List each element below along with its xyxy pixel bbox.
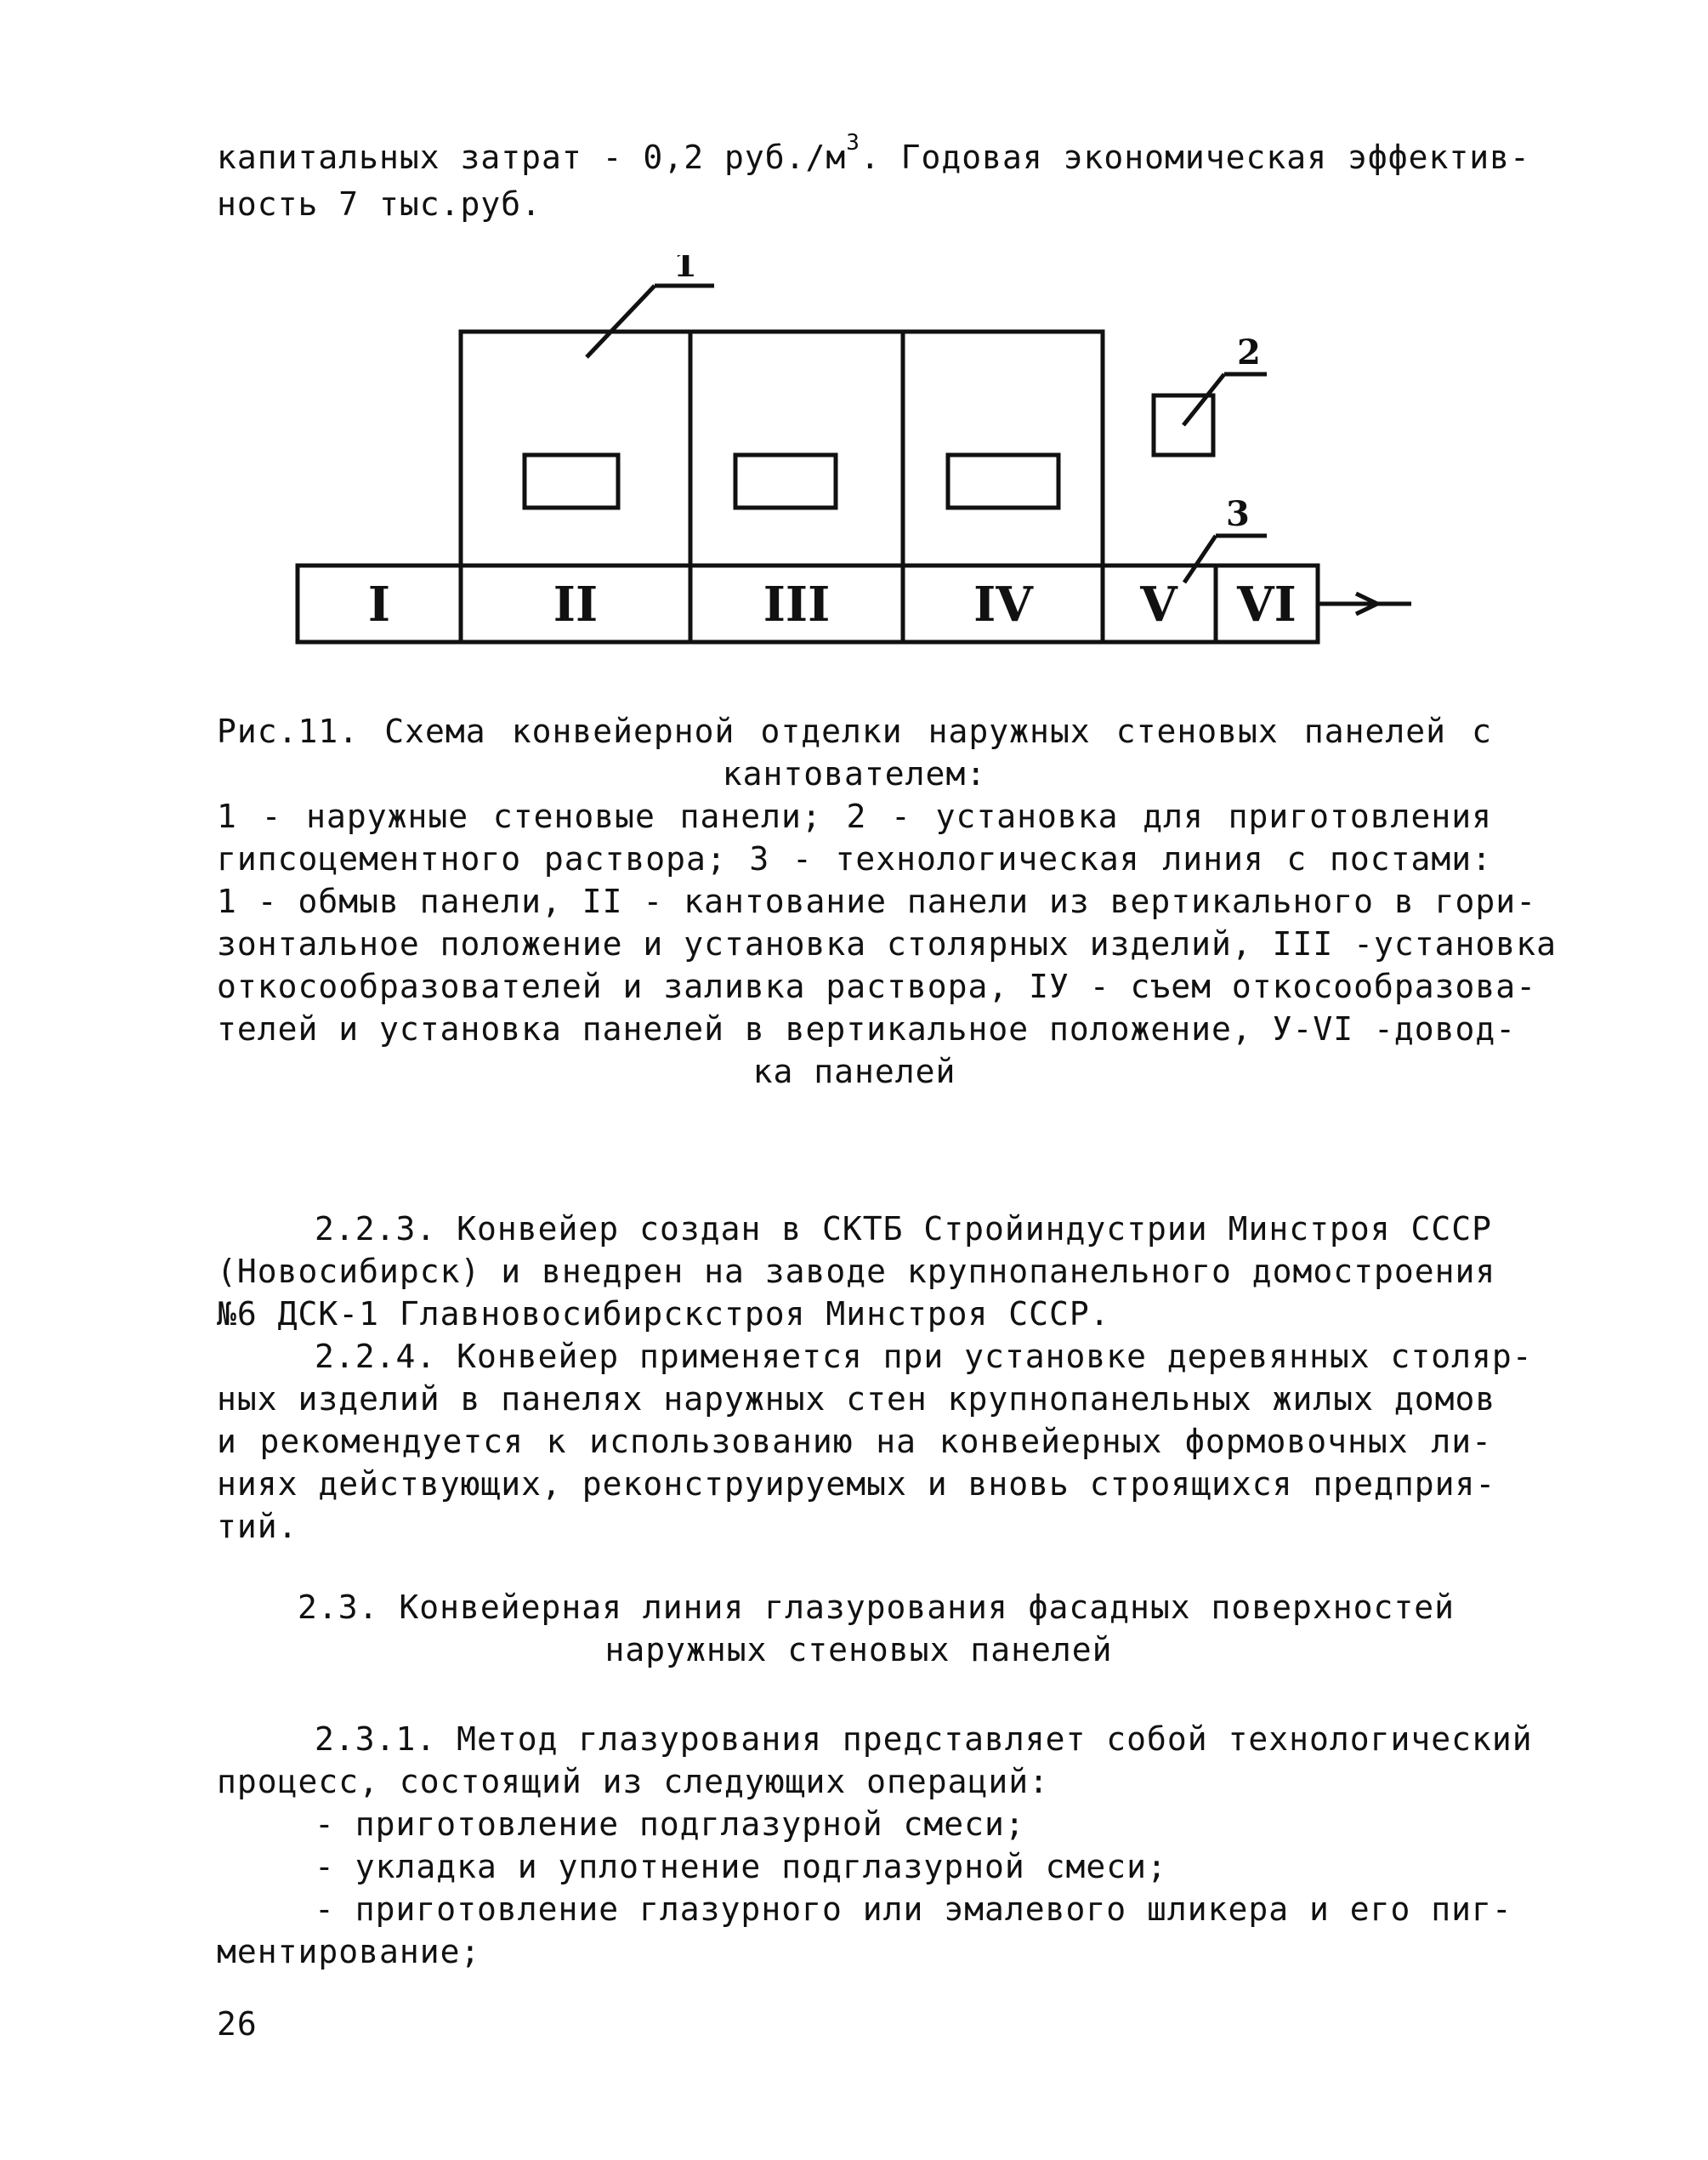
- station-1-label: I: [367, 577, 391, 633]
- list-item-cont: ментирование;: [217, 1933, 481, 1970]
- unit-superscript: 3: [846, 130, 860, 156]
- section-heading: 2.3. Конвейерная линия глазурования фасадных поверхностей: [298, 1589, 1455, 1626]
- paragraph-2-2-3-line: №6 ДСК-1 Главновосибирскстроя Минстроя СССР.: [217, 1295, 1110, 1333]
- paragraph-2-2-4-line: тий.: [217, 1508, 298, 1545]
- station-3-label: III: [763, 577, 831, 633]
- intro-text-a: капитальных затрат - 0,2 руб./м: [217, 139, 847, 176]
- figure-caption-title: Рис.11. Схема конвейерной отделки наружных стеновых панелей с: [217, 713, 1492, 750]
- panel-block: [461, 332, 1103, 566]
- leader-1: [587, 286, 655, 357]
- station-5-label: V: [1140, 577, 1177, 633]
- paragraph-2-2-4-line: и рекомендуется к использованию на конвейерных формовочных ли-: [217, 1423, 1492, 1460]
- leader-3: [1184, 536, 1216, 583]
- callout-3: 3: [1226, 494, 1250, 534]
- paragraph-2-3-1-line: 2.3.1. Метод глазурования представляет собой технологический: [315, 1720, 1533, 1758]
- callout-1: 1: [673, 255, 697, 285]
- window-opening-2: [735, 455, 836, 508]
- section-heading-cont: наружных стеновых панелей: [604, 1631, 1113, 1668]
- leader-2: [1183, 374, 1224, 425]
- figure-caption-title-cont: кантователем:: [722, 755, 987, 793]
- list-item: - приготовление подглазурной смеси;: [315, 1805, 1025, 1843]
- callout-2: 2: [1237, 333, 1261, 372]
- legend-line: 1 - наружные стеновые панели; 2 - установка для приготовления: [217, 798, 1492, 835]
- paragraph-2-3-1-line: процесс, состоящий из следующих операций:: [217, 1763, 1049, 1800]
- intro-text-b: . Годовая экономическая эффектив-: [860, 139, 1530, 176]
- paragraph-2-2-3-line: (Новосибирск) и внедрен на заводе крупнопанельного домостроения: [217, 1253, 1496, 1290]
- list-item: - укладка и уплотнение подглазурной смеси;: [315, 1848, 1167, 1885]
- legend-line: 1 - обмыв панели, II - кантование панели из вертикального в гори-: [217, 883, 1537, 920]
- intro-line-2: ность 7 тыс.руб.: [217, 185, 542, 223]
- legend-line-last: ка панелей: [752, 1053, 956, 1090]
- legend-line: телей и установка панелей в вертикальное положение, У-VI -довод-: [217, 1010, 1517, 1048]
- station-4-label: IV: [973, 577, 1033, 633]
- window-opening-3: [948, 455, 1058, 508]
- paragraph-2-2-4-line: 2.2.4. Конвейер применяется при установке деревянных столяр-: [315, 1338, 1533, 1375]
- list-item: - приготовление глазурного или эмалевого шликера и его пиг-: [315, 1890, 1512, 1928]
- legend-line: откосообразователей и заливка раствора, IУ - съем откосообразова-: [217, 968, 1537, 1005]
- intro-line-1: [217, 130, 1530, 183]
- conveyor-diagram: [281, 255, 1437, 663]
- paragraph-2-2-4-line: ных изделий в панелях наружных стен крупнопанельных жилых домов: [217, 1380, 1496, 1418]
- station-2-label: II: [553, 577, 599, 633]
- paragraph-2-2-3-line: 2.2.3. Конвейер создан в СКТБ Стройиндустрии Минстроя СССР: [315, 1210, 1492, 1248]
- legend-line: гипсоцементного раствора; 3 - технологическая линия с постами:: [217, 840, 1492, 878]
- paragraph-2-2-4-line: ниях действующих, реконструируемых и вновь строящихся предприя-: [217, 1465, 1496, 1503]
- legend-line: зонтальное положение и установка столярных изделий, III -установка: [217, 925, 1557, 963]
- station-6-label: VI: [1237, 577, 1297, 633]
- page-number: 26: [217, 2005, 258, 2043]
- window-opening-1: [525, 455, 618, 508]
